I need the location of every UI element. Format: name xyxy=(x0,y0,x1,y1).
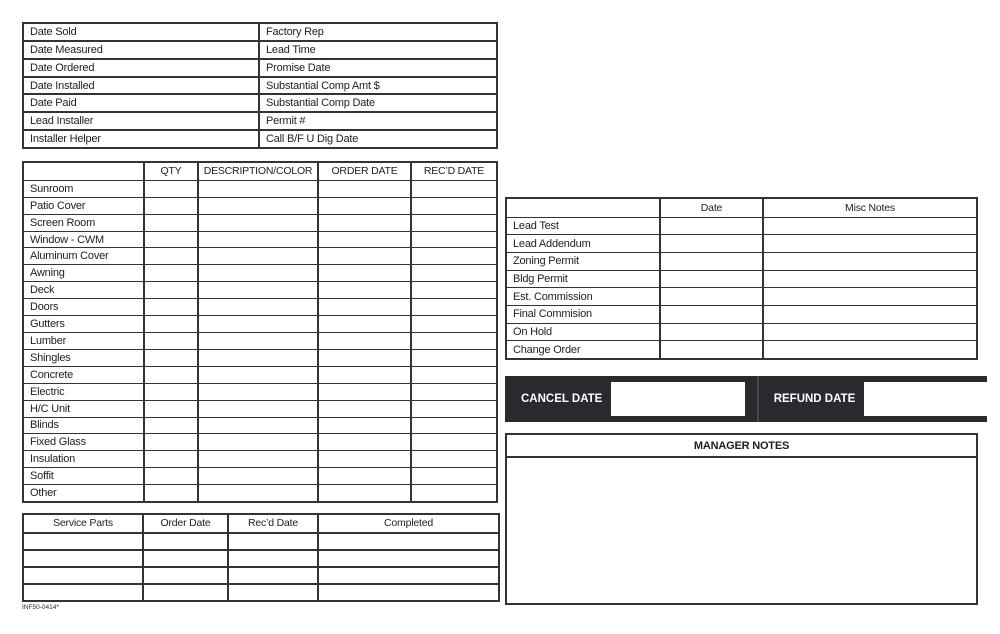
service-header-order-date: Order Date xyxy=(144,515,229,532)
service-parts-cell[interactable] xyxy=(24,551,144,566)
misc-row xyxy=(507,324,976,342)
item-order-date-cell[interactable] xyxy=(319,468,412,484)
item-label-cell: Other xyxy=(24,485,145,501)
service-row xyxy=(24,534,498,551)
service-order-date-cell[interactable] xyxy=(144,551,229,566)
item-qty-cell[interactable] xyxy=(145,265,199,281)
item-qty-cell[interactable] xyxy=(145,198,199,214)
service-recd-date-cell[interactable] xyxy=(229,585,319,600)
top-field-right[interactable]: Promise Date xyxy=(266,61,331,74)
item-description-cell[interactable] xyxy=(199,401,319,417)
top-fields-row xyxy=(24,78,496,96)
misc-date-cell[interactable] xyxy=(661,306,764,323)
item-description-cell[interactable] xyxy=(199,181,319,197)
misc-header-row xyxy=(507,199,976,218)
top-field-right[interactable]: Substantial Comp Date xyxy=(266,97,375,110)
misc-notes-cell[interactable] xyxy=(764,306,976,323)
cancel-date-label: CANCEL DATE xyxy=(521,393,603,405)
service-order-date-cell[interactable] xyxy=(144,585,229,600)
items-row xyxy=(24,418,496,435)
service-order-date-cell[interactable] xyxy=(144,568,229,583)
item-description-cell[interactable] xyxy=(199,282,319,298)
item-order-date-cell[interactable] xyxy=(319,248,412,264)
item-label-cell: Doors xyxy=(24,299,145,315)
item-description-cell[interactable] xyxy=(199,485,319,501)
item-label-cell: Awning xyxy=(24,265,145,281)
items-row xyxy=(24,401,496,418)
top-field-right[interactable]: Substantial Comp Amt $ xyxy=(266,79,380,92)
top-field-left[interactable]: Date Installed xyxy=(24,78,260,94)
item-description-cell[interactable] xyxy=(199,418,319,434)
item-description-cell[interactable] xyxy=(199,468,319,484)
misc-notes-table xyxy=(505,197,978,360)
bar-divider xyxy=(757,376,759,422)
service-row xyxy=(24,568,498,585)
service-parts-cell[interactable] xyxy=(24,534,144,549)
items-row xyxy=(24,181,496,198)
misc-row xyxy=(507,235,976,253)
item-label-cell: Concrete xyxy=(24,367,145,383)
misc-row xyxy=(507,288,976,306)
item-label-cell: Sunroom xyxy=(24,181,145,197)
item-description-cell[interactable] xyxy=(199,316,319,332)
item-qty-cell[interactable] xyxy=(145,215,199,231)
item-label-cell: Blinds xyxy=(24,418,145,434)
item-description-cell[interactable] xyxy=(199,265,319,281)
top-fields-row xyxy=(24,131,496,147)
misc-label-cell: Lead Test xyxy=(507,218,661,235)
item-order-date-cell[interactable] xyxy=(319,485,412,501)
top-field-left[interactable]: Date Measured xyxy=(24,42,260,58)
cancel-refund-bar xyxy=(505,376,987,422)
item-label-cell: Patio Cover xyxy=(24,198,145,214)
misc-notes-cell[interactable] xyxy=(764,324,976,341)
service-parts-cell[interactable] xyxy=(24,585,144,600)
item-order-date-cell[interactable] xyxy=(319,401,412,417)
top-fields-row xyxy=(24,42,496,60)
item-order-date-cell[interactable] xyxy=(319,316,412,332)
service-header-completed: Completed xyxy=(384,517,433,530)
items-row xyxy=(24,350,496,367)
item-recd-date-cell[interactable] xyxy=(412,299,496,315)
item-order-date-cell[interactable] xyxy=(319,215,412,231)
items-row xyxy=(24,248,496,265)
service-parts-table xyxy=(22,513,500,602)
item-description-cell[interactable] xyxy=(199,367,319,383)
item-order-date-cell[interactable] xyxy=(319,299,412,315)
top-fields-table xyxy=(22,22,498,149)
item-recd-date-cell[interactable] xyxy=(412,485,496,501)
item-recd-date-cell[interactable] xyxy=(412,384,496,400)
item-qty-cell[interactable] xyxy=(145,468,199,484)
item-description-cell[interactable] xyxy=(199,384,319,400)
form-code: INF50-0414* xyxy=(22,604,59,611)
item-label-cell: Screen Room xyxy=(24,215,145,231)
misc-date-cell[interactable] xyxy=(661,271,764,288)
items-row xyxy=(24,434,496,451)
service-order-date-cell[interactable] xyxy=(144,534,229,549)
top-field-right[interactable]: Call B/F U Dig Date xyxy=(266,133,359,146)
service-recd-date-cell[interactable] xyxy=(229,534,319,549)
item-recd-date-cell[interactable] xyxy=(412,282,496,298)
misc-date-cell[interactable] xyxy=(661,288,764,305)
item-description-cell[interactable] xyxy=(199,451,319,467)
misc-label-cell: On Hold xyxy=(507,324,661,341)
item-qty-cell[interactable] xyxy=(145,282,199,298)
item-order-date-cell[interactable] xyxy=(319,282,412,298)
misc-label-cell: Final Commision xyxy=(507,306,661,323)
item-label-cell: Insulation xyxy=(24,451,145,467)
item-qty-cell[interactable] xyxy=(145,434,199,450)
items-body xyxy=(24,181,496,501)
item-description-cell[interactable] xyxy=(199,232,319,248)
misc-body xyxy=(507,218,976,358)
cancel-date-input[interactable] xyxy=(611,382,744,416)
item-label-cell: Electric xyxy=(24,384,145,400)
item-qty-cell[interactable] xyxy=(145,384,199,400)
misc-label-cell: Bldg Permit xyxy=(507,271,661,288)
service-header-parts: Service Parts xyxy=(24,515,144,532)
misc-label-cell: Change Order xyxy=(507,341,661,358)
item-order-date-cell[interactable] xyxy=(319,181,412,197)
items-header-qty: QTY xyxy=(145,163,199,180)
service-body xyxy=(24,534,498,600)
item-recd-date-cell[interactable] xyxy=(412,468,496,484)
item-qty-cell[interactable] xyxy=(145,350,199,366)
item-description-cell[interactable] xyxy=(199,299,319,315)
item-order-date-cell[interactable] xyxy=(319,198,412,214)
item-label-cell: Fixed Glass xyxy=(24,434,145,450)
misc-date-cell[interactable] xyxy=(661,324,764,341)
items-row xyxy=(24,265,496,282)
item-recd-date-cell[interactable] xyxy=(412,434,496,450)
item-recd-date-cell[interactable] xyxy=(412,451,496,467)
item-description-cell[interactable] xyxy=(199,248,319,264)
top-field-right[interactable]: Permit # xyxy=(266,115,306,128)
service-completed-cell[interactable] xyxy=(319,534,498,549)
item-recd-date-cell[interactable] xyxy=(412,248,496,264)
misc-notes-cell[interactable] xyxy=(764,253,976,270)
items-row xyxy=(24,485,496,501)
item-label-cell: H/C Unit xyxy=(24,401,145,417)
items-row xyxy=(24,316,496,333)
item-label-cell: Window - CWM xyxy=(24,232,145,248)
misc-row xyxy=(507,306,976,324)
item-recd-date-cell[interactable] xyxy=(412,198,496,214)
item-label-cell: Gutters xyxy=(24,316,145,332)
misc-notes-cell[interactable] xyxy=(764,271,976,288)
top-field-right[interactable]: Lead Time xyxy=(266,43,316,56)
misc-date-cell[interactable] xyxy=(661,235,764,252)
misc-notes-cell[interactable] xyxy=(764,235,976,252)
item-qty-cell[interactable] xyxy=(145,451,199,467)
misc-row xyxy=(507,341,976,358)
item-qty-cell[interactable] xyxy=(145,401,199,417)
item-order-date-cell[interactable] xyxy=(319,367,412,383)
top-field-left[interactable]: Lead Installer xyxy=(24,113,260,129)
item-label-cell: Soffit xyxy=(24,468,145,484)
items-row xyxy=(24,451,496,468)
manager-notes-title: MANAGER NOTES xyxy=(507,435,976,458)
item-order-date-cell[interactable] xyxy=(319,350,412,366)
service-parts-cell[interactable] xyxy=(24,568,144,583)
item-recd-date-cell[interactable] xyxy=(412,367,496,383)
service-completed-cell[interactable] xyxy=(319,568,498,583)
item-qty-cell[interactable] xyxy=(145,181,199,197)
top-fields-row xyxy=(24,24,496,42)
items-row xyxy=(24,367,496,384)
item-qty-cell[interactable] xyxy=(145,232,199,248)
misc-notes-cell[interactable] xyxy=(764,341,976,358)
top-fields-row xyxy=(24,113,496,131)
misc-label-cell: Lead Addendum xyxy=(507,235,661,252)
item-qty-cell[interactable] xyxy=(145,333,199,349)
items-row xyxy=(24,282,496,299)
item-order-date-cell[interactable] xyxy=(319,434,412,450)
item-description-cell[interactable] xyxy=(199,198,319,214)
top-fields-row xyxy=(24,95,496,113)
items-row xyxy=(24,215,496,232)
item-recd-date-cell[interactable] xyxy=(412,181,496,197)
service-header-row xyxy=(24,515,498,534)
item-recd-date-cell[interactable] xyxy=(412,401,496,417)
item-description-cell[interactable] xyxy=(199,350,319,366)
item-recd-date-cell[interactable] xyxy=(412,232,496,248)
items-row xyxy=(24,299,496,316)
items-row xyxy=(24,384,496,401)
item-qty-cell[interactable] xyxy=(145,248,199,264)
top-fields-row xyxy=(24,60,496,78)
items-row xyxy=(24,468,496,485)
misc-row xyxy=(507,271,976,289)
item-recd-date-cell[interactable] xyxy=(412,418,496,434)
top-field-left[interactable]: Date Sold xyxy=(24,24,260,40)
misc-date-cell[interactable] xyxy=(661,218,764,235)
top-field-left[interactable]: Installer Helper xyxy=(24,131,260,147)
item-qty-cell[interactable] xyxy=(145,316,199,332)
item-description-cell[interactable] xyxy=(199,215,319,231)
item-description-cell[interactable] xyxy=(199,434,319,450)
items-row xyxy=(24,198,496,215)
items-row xyxy=(24,232,496,249)
misc-label-cell: Zoning Permit xyxy=(507,253,661,270)
item-recd-date-cell[interactable] xyxy=(412,350,496,366)
misc-date-cell[interactable] xyxy=(661,341,764,358)
item-label-cell: Aluminum Cover xyxy=(24,248,145,264)
items-row xyxy=(24,333,496,350)
service-row xyxy=(24,551,498,568)
misc-notes-cell[interactable] xyxy=(764,288,976,305)
top-field-left[interactable]: Date Ordered xyxy=(24,60,260,76)
item-description-cell[interactable] xyxy=(199,333,319,349)
item-order-date-cell[interactable] xyxy=(319,232,412,248)
items-header-order-date: ORDER DATE xyxy=(319,163,412,180)
item-qty-cell[interactable] xyxy=(145,418,199,434)
refund-date-label: REFUND DATE xyxy=(773,393,856,405)
manager-notes-box xyxy=(505,433,978,605)
item-label-cell: Deck xyxy=(24,282,145,298)
misc-label-cell: Est. Commission xyxy=(507,288,661,305)
top-field-right[interactable]: Factory Rep xyxy=(266,25,324,38)
manager-notes-area[interactable] xyxy=(507,458,976,603)
item-order-date-cell[interactable] xyxy=(319,384,412,400)
misc-header-date: Date xyxy=(661,199,764,217)
misc-date-cell[interactable] xyxy=(661,253,764,270)
item-order-date-cell[interactable] xyxy=(319,333,412,349)
item-recd-date-cell[interactable] xyxy=(412,316,496,332)
items-table xyxy=(22,161,498,503)
misc-row xyxy=(507,218,976,236)
service-recd-date-cell[interactable] xyxy=(229,568,319,583)
top-field-left[interactable]: Date Paid xyxy=(24,95,260,111)
item-order-date-cell[interactable] xyxy=(319,451,412,467)
items-header-row xyxy=(24,163,496,181)
item-recd-date-cell[interactable] xyxy=(412,215,496,231)
service-completed-cell[interactable] xyxy=(319,585,498,600)
item-recd-date-cell[interactable] xyxy=(412,333,496,349)
item-qty-cell[interactable] xyxy=(145,367,199,383)
item-order-date-cell[interactable] xyxy=(319,265,412,281)
items-header-recd-date: REC’D DATE xyxy=(423,165,485,178)
service-completed-cell[interactable] xyxy=(319,551,498,566)
service-row xyxy=(24,585,498,600)
item-order-date-cell[interactable] xyxy=(319,418,412,434)
items-header-blank xyxy=(24,163,145,180)
item-label-cell: Lumber xyxy=(24,333,145,349)
misc-row xyxy=(507,253,976,271)
service-header-recd-date: Rec’d Date xyxy=(229,515,319,532)
misc-notes-cell[interactable] xyxy=(764,218,976,235)
item-recd-date-cell[interactable] xyxy=(412,265,496,281)
item-qty-cell[interactable] xyxy=(145,299,199,315)
misc-header-notes: Misc Notes xyxy=(845,201,895,214)
refund-date-input[interactable] xyxy=(864,382,987,416)
item-label-cell: Shingles xyxy=(24,350,145,366)
service-recd-date-cell[interactable] xyxy=(229,551,319,566)
items-header-description: DESCRIPTION/COLOR xyxy=(199,163,319,180)
item-qty-cell[interactable] xyxy=(145,485,199,501)
misc-header-blank xyxy=(507,199,661,217)
